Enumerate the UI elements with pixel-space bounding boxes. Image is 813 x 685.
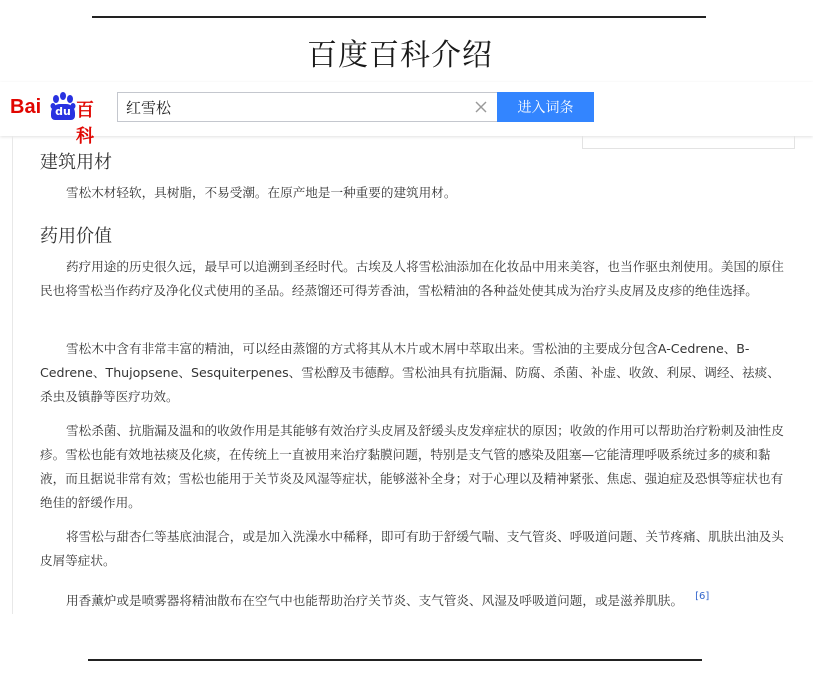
logo-text-baike: 百科: [76, 100, 94, 147]
citation-link[interactable]: [6]: [695, 591, 710, 602]
baidu-baike-logo[interactable]: [10, 90, 110, 147]
logo-text-du: du: [51, 104, 75, 120]
close-icon[interactable]: [473, 99, 489, 115]
paragraph-text: 用香薰炉或是喷雾器将精油散布在空气中也能帮助治疗关节炎、支气管炎、风湿及呼吸道问题，或是滋养肌肤。: [66, 593, 684, 608]
page-heading: 百度百科介绍: [307, 38, 493, 73]
top-divider: [92, 16, 706, 18]
paragraph: 雪松木材轻软，具树脂，不易受潮。在原产地是一种重要的建筑用材。: [66, 185, 457, 200]
logo-text-bai: Bai: [10, 96, 42, 118]
content-border: [12, 136, 13, 614]
paragraph: 雪松杀菌、抗脂漏及温和的收敛作用是其能够有效治疗头皮屑及舒缓头皮发痒症状的原因；收敛的作用可以帮助治疗粉刺及油性皮疹。雪松也能有效地祛痰及化痰，在传统上一直被用来治疗黏膜问题，特别是支气管的感染及阻塞—它能清理呼吸系统过多的痰和黏液，而且据说非常有效；雪松也能用于关节炎及风湿等症状，能够滋补全身；对于心理以及精神紧张、焦虑、强迫症及恐惧等症状也有绝佳的舒缓作用。: [40, 423, 784, 510]
paragraph: 药疗用途的历史很久远，最早可以追溯到圣经时代。古埃及人将雪松油添加在化妆品中用来美容，也当作驱虫剂使用。美国的原住民也将雪松当作药疗及净化仪式使用的圣品。经蒸馏还可得芳香油，雪松精油的各种益处使其成为治疗头皮屑及皮疹的绝佳选择。: [40, 259, 784, 298]
search-box: [117, 92, 497, 122]
section-title: 建筑用材: [40, 152, 112, 173]
search-bar: [0, 82, 813, 147]
section-title: 药用价值: [40, 226, 112, 247]
side-panel-edge: [582, 136, 795, 149]
search-input[interactable]: [126, 93, 466, 121]
paragraph: 雪松木中含有非常丰富的精油，可以经由蒸馏的方式将其从木片或木屑中萃取出来。雪松油的主要成分包含A-Cedrene、B-Cedrene、Thujopsene、Sesquiterpenes、雪松醇及韦德醇。雪松油具有抗脂漏、防腐、杀菌、补虚、收敛、利尿、调经、祛痰、杀虫及镇静等医疗功效。: [40, 341, 780, 404]
enter-entry-button[interactable]: 进入词条: [497, 92, 594, 122]
bottom-divider: [88, 659, 702, 661]
paragraph: [40, 585, 790, 613]
paragraph: 将雪松与甜杏仁等基底油混合，或是加入洗澡水中稀释，即可有助于舒缓气喘、支气管炎、呼吸道问题、关节疼痛、肌肤出油及头皮屑等症状。: [40, 529, 784, 568]
